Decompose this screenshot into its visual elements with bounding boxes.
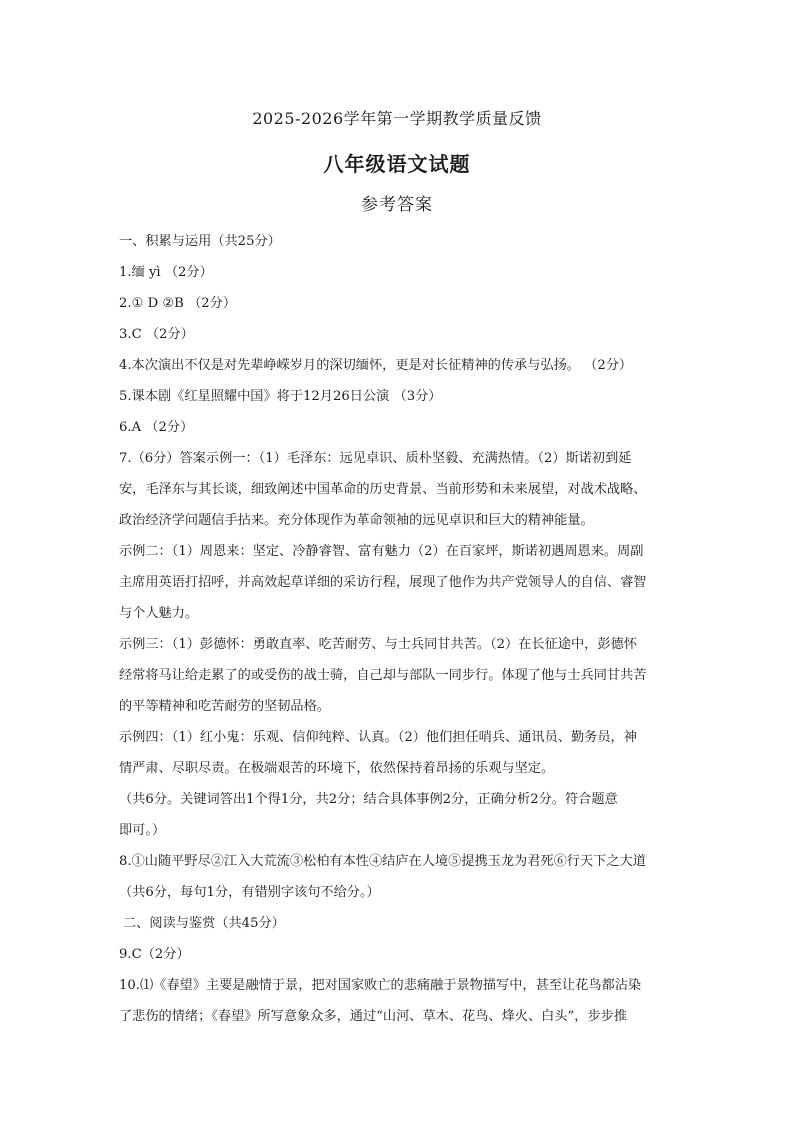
- answer-line: 1.缅 yì （2分）: [119, 265, 213, 280]
- answer-line: 5.课本剧《红星照耀中国》将于12月26日公演 （3分）: [119, 389, 442, 404]
- answer-line: 示例二：（1）周恩来：坚定、冷静睿智、富有魅力（2）在百家坪，斯诺初遇周恩来。周副: [119, 544, 644, 559]
- answer-line: 2.① D ②B （2分）: [119, 296, 237, 311]
- answer-line: 经常将马让给走累了的或受伤的战士骑，自己却与部队一同步行。体现了他与士兵同甘共苦: [119, 668, 647, 683]
- answer-line: （共6分，每句1分，有错别字该句不给分。）: [119, 885, 380, 900]
- answer-line: 主席用英语打招呼，并高效起草详细的采访行程，展现了他作为共产党领导人的自信、睿智: [119, 575, 647, 590]
- answer-line: 9.C（2分）: [119, 947, 190, 962]
- section-heading: 一、积累与运用（共25分）: [119, 234, 281, 249]
- answer-line: 8.①山随平野尽②江入大荒流③松柏有本性④结庐在人境⑤提携玉龙为君死⑥行天下之大道: [119, 854, 646, 869]
- answer-line: 政治经济学问题信手拈来。充分体现作为革命领袖的远见卓识和巨大的精神能量。: [119, 513, 594, 528]
- answer-line: 7.（6分）答案示例一：（1）毛泽东：远见卓识、质朴坚毅、充满热情。（2）斯诺初到延: [119, 451, 632, 466]
- answer-line: 3.C （2分）: [119, 327, 194, 342]
- answer-line: 4.本次演出不仅是对先辈峥嵘岁月的深切缅怀，更是对长征精神的传承与弘扬。 （2分）: [119, 358, 633, 373]
- exam-title: 八年级语文试题: [323, 152, 471, 176]
- answer-line: 即可。）: [119, 823, 166, 838]
- answer-line: 情严肃、尽职尽责。在极端艰苦的环境下，依然保持着昂扬的乐观与坚定。: [119, 761, 555, 776]
- answer-line: 了悲伤的情绪；《春望》所写意象众多，通过“山河、草木、花鸟、烽火、白头”，步步推: [119, 1009, 628, 1024]
- answer-line: 的平等精神和吃苦耐劳的坚韧品格。: [119, 699, 330, 714]
- answer-line: 示例三：（1）彭德怀：勇敢直率、吃苦耐劳、与士兵同甘共苦。（2）在长征途中，彭德怀: [119, 637, 637, 652]
- answer-line: 10.⑴《春望》主要是融情于景，把对国家败亡的悲痛融于景物描写中，甚至让花鸟都沾染: [119, 978, 642, 993]
- answer-body: [119, 226, 679, 1032]
- answer-line: 安，毛泽东与其长谈，细致阐述中国革命的历史背景、当前形势和未来展望，对战术战略、: [119, 482, 647, 497]
- answer-key-subtitle: 参考答案: [361, 195, 433, 215]
- section-heading: 二、阅读与鉴赏（共45分）: [123, 916, 285, 931]
- answer-line: 6.A （2分）: [119, 420, 194, 435]
- answer-line: 与个人魅力。: [119, 606, 199, 621]
- exam-term-heading: 2025-2026学年第一学期教学质量反馈: [252, 109, 542, 128]
- answer-line: 示例四：（1）红小鬼：乐观、信仰纯粹、认真。（2）他们担任哨兵、通讯员、勤务员，神: [119, 730, 637, 745]
- answer-line: （共6分。关键词答出1个得1分，共2分；结合具体事例2分，正确分析2分。符合题意: [119, 792, 618, 807]
